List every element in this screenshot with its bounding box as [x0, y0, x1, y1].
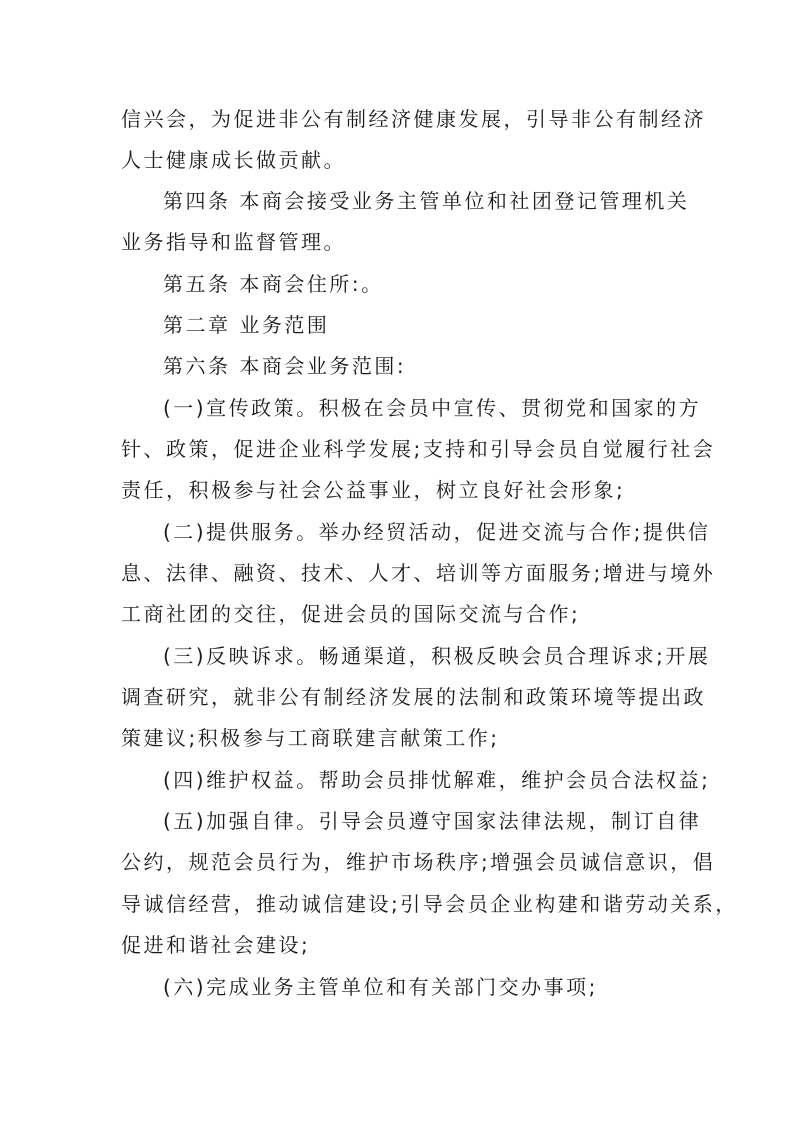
text-line: (四)维护权益。帮助会员排忧解难，维护会员合法权益;: [163, 768, 711, 792]
text-line: (五)加强自律。引导会员遵守国家法律法规，制订自律: [163, 809, 702, 833]
article-5-heading: 第五条 本商会住所:。: [163, 272, 384, 296]
text-line: 业务指导和监督管理。: [121, 230, 346, 254]
article-6-heading: 第六条 本商会业务范围:: [163, 354, 407, 378]
text-line: (六)完成业务主管单位和有关部门交办事项;: [163, 975, 598, 999]
text-line: 人士健康成长做贡献。: [121, 148, 346, 172]
text-line: (一)宣传政策。积极在会员中宣传、贯彻党和国家的方: [163, 396, 702, 420]
text-line: 工商社团的交往，促进会员的国际交流与合作;: [121, 602, 581, 626]
text-line: 策建议;积极参与工商联建言献策工作;: [121, 726, 500, 750]
text-line: (二)提供服务。举办经贸活动，促进交流与合作;提供信: [163, 520, 711, 544]
text-line: 导诚信经营，推动诚信建设;引导会员企业构建和谐劳动关系，: [121, 892, 738, 916]
text-line: 调查研究，就非公有制经济发展的法制和政策环境等提出政: [121, 685, 706, 709]
text-line: 信兴会，为促进非公有制经济健康发展，引导非公有制经济: [121, 107, 706, 131]
chapter-2-heading: 第二章 业务范围: [163, 313, 330, 337]
text-line: 息、法律、融资、技术、人才、培训等方面服务;增进与境外: [121, 561, 716, 585]
text-line: 责任，积极参与社会公益事业，树立良好社会形象;: [121, 478, 626, 502]
text-line: 促进和谐社会建设;: [121, 933, 311, 957]
text-line: 针、政策，促进企业科学发展;支持和引导会员自觉履行社会: [121, 437, 716, 461]
text-line: 公约，规范会员行为，维护市场秩序;增强会员诚信意识，倡: [121, 850, 716, 874]
text-line: (三)反映诉求。畅通渠道，积极反映会员合理诉求;开展: [163, 644, 711, 668]
article-4-heading: 第四条 本商会接受业务主管单位和社团登记管理机关: [163, 189, 690, 213]
